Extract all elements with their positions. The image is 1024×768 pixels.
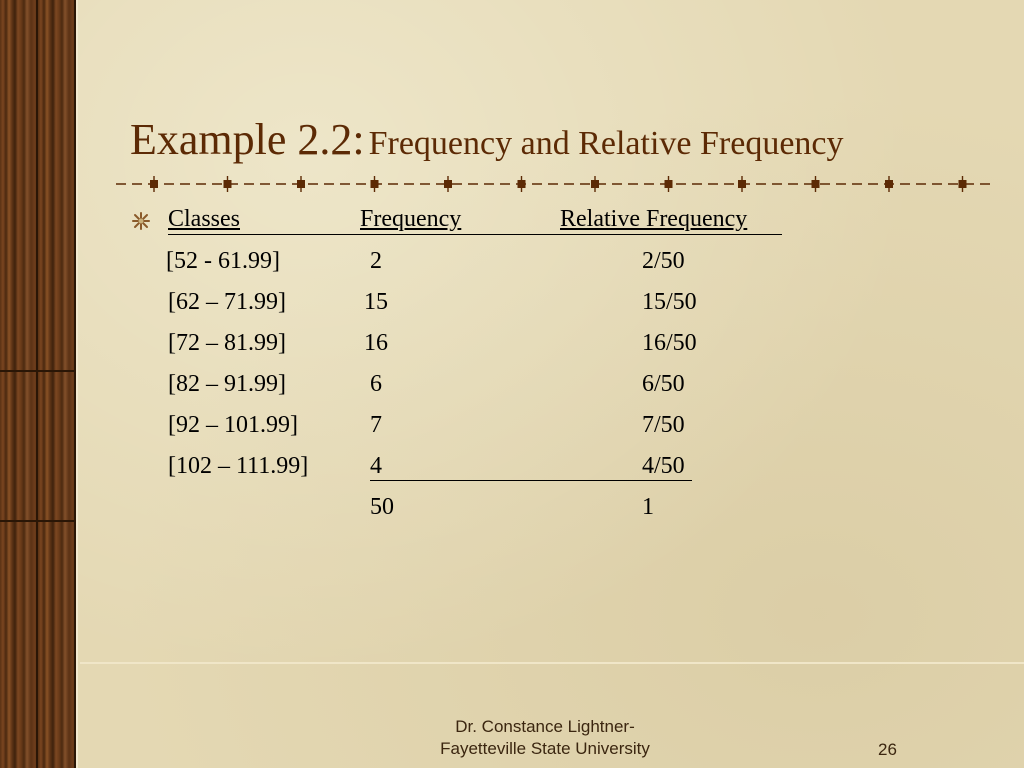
footer-line-2: Fayetteville State University xyxy=(440,739,650,758)
frequency-cell: 16 xyxy=(364,330,388,356)
frequency-cell: 6 xyxy=(370,371,382,397)
footer-line-1: Dr. Constance Lightner- xyxy=(455,717,635,736)
header-classes: Classes xyxy=(168,206,240,232)
title-main: Example 2.2: xyxy=(130,115,365,164)
relative-frequency-cell: 6/50 xyxy=(642,371,685,397)
frequency-cell: 7 xyxy=(370,412,382,438)
header-frequency: Frequency xyxy=(360,206,462,232)
frequency-cell: 15 xyxy=(364,289,388,315)
footer-divider xyxy=(80,662,1024,664)
table-totals-row xyxy=(0,494,1024,526)
slide-title xyxy=(130,114,844,165)
relative-frequency-cell: 2/50 xyxy=(642,248,685,274)
relative-frequency-cell: 16/50 xyxy=(642,330,697,356)
relative-frequency-cell: 4/50 xyxy=(642,453,685,479)
class-cell: [82 – 91.99] xyxy=(168,371,286,397)
relative-frequency-cell: 15/50 xyxy=(642,289,697,315)
frequency-cell: 2 xyxy=(370,248,382,274)
footer-author xyxy=(380,716,710,760)
table-row xyxy=(0,248,1024,280)
header-underline xyxy=(168,234,782,235)
ornament-divider-icon xyxy=(116,174,996,194)
frequency-total: 50 xyxy=(370,494,394,520)
class-cell: [92 – 101.99] xyxy=(168,412,298,438)
table-row xyxy=(0,412,1024,444)
total-underline xyxy=(370,480,692,481)
table-row xyxy=(0,330,1024,362)
class-cell: [52 - 61.99] xyxy=(166,248,280,274)
title-sub: Frequency and Relative Frequency xyxy=(368,125,844,162)
relative-frequency-total: 1 xyxy=(642,494,654,520)
header-relative-frequency: Relative Frequency xyxy=(560,206,748,232)
class-cell: [72 – 81.99] xyxy=(168,330,286,356)
table-row xyxy=(0,371,1024,403)
class-cell: [102 – 111.99] xyxy=(168,453,309,479)
class-cell: [62 – 71.99] xyxy=(168,289,286,315)
table-row xyxy=(0,289,1024,321)
relative-frequency-cell: 7/50 xyxy=(642,412,685,438)
frequency-cell: 4 xyxy=(370,453,382,479)
page-number: 26 xyxy=(878,740,897,759)
